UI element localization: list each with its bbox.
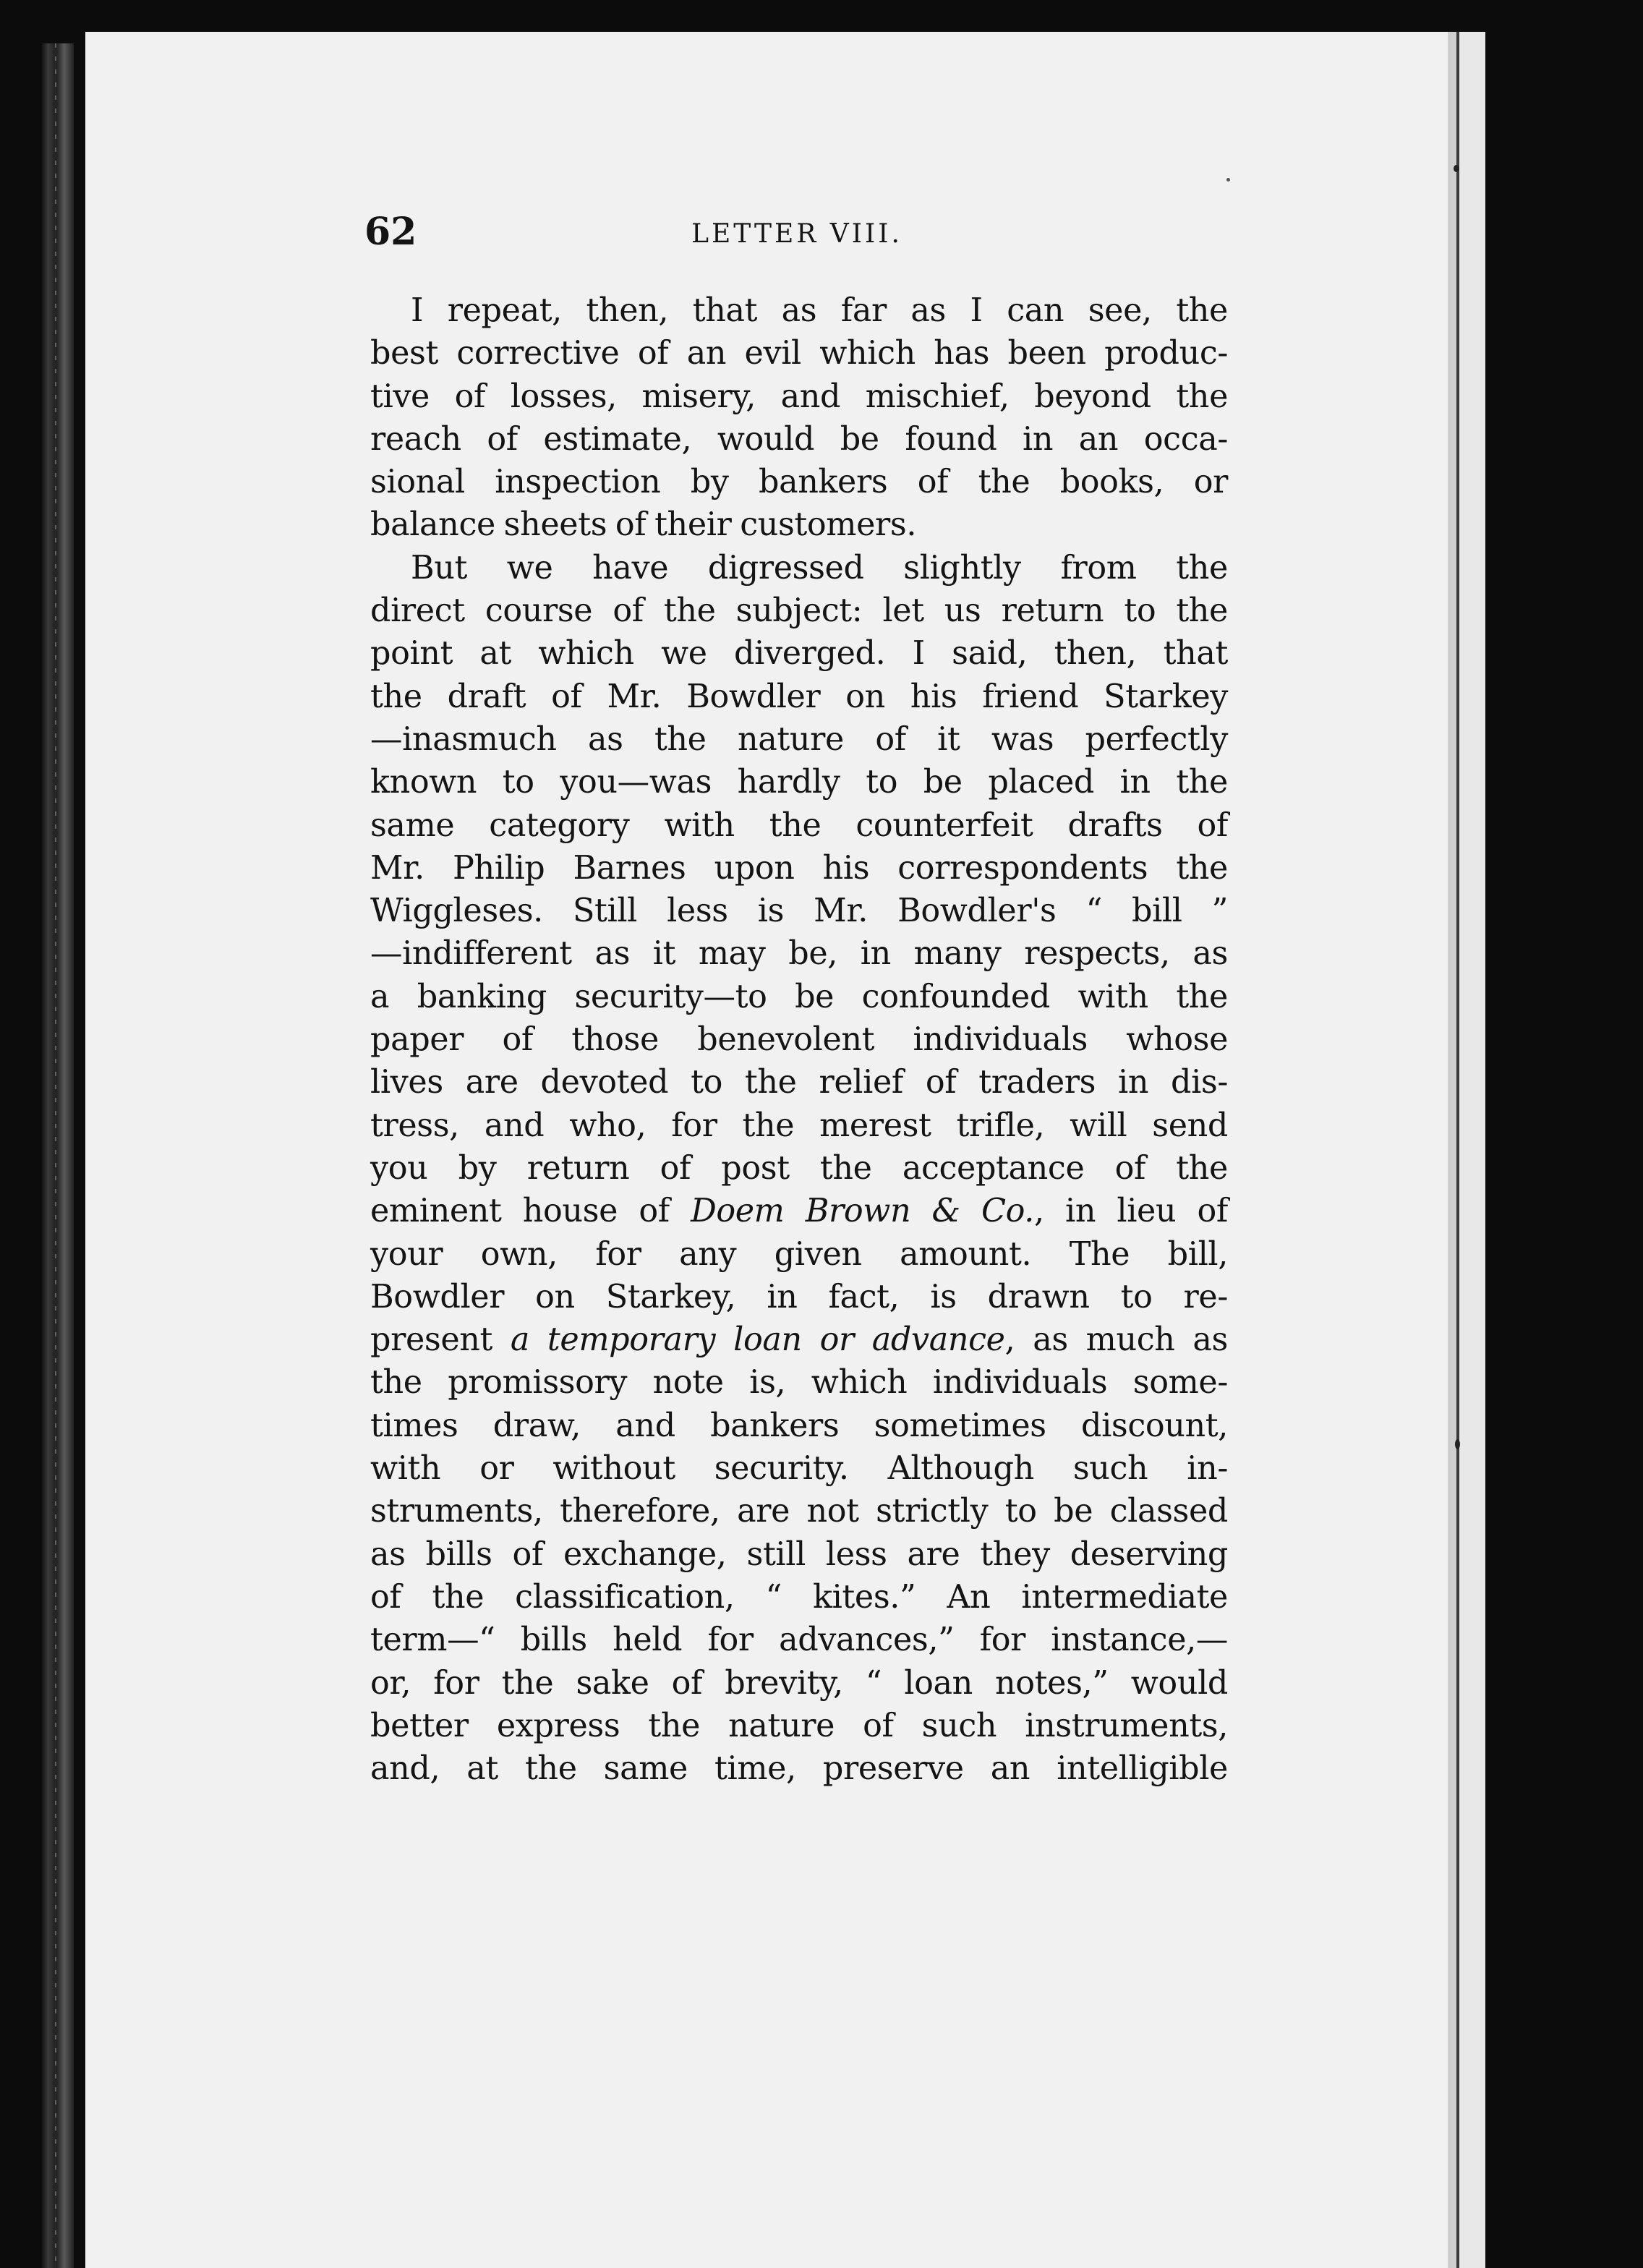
text-line: [370, 1104, 1228, 1147]
text-line: [370, 632, 1228, 675]
text-line: [370, 1533, 1228, 1576]
text-line: [370, 1490, 1228, 1532]
text-run: you by return of post the acceptance of the: [370, 1149, 1228, 1187]
body-text: [370, 289, 1228, 1790]
text-run: and, at the same time, preserve an intelligible: [370, 1750, 1228, 1788]
text-line: [370, 1747, 1228, 1790]
text-line: [370, 1190, 1228, 1232]
running-head: LETTER VIII.: [691, 219, 902, 249]
text-line: [370, 589, 1228, 632]
text-run: your own, for any given amount. The bill,: [370, 1235, 1228, 1273]
italic-text: Doem Brown & Co.: [691, 1193, 1035, 1230]
text-line: [370, 1361, 1228, 1404]
text-run: as bills of exchange, still less are they deserving: [370, 1535, 1228, 1573]
text-run: times draw, and bankers sometimes discount,: [370, 1407, 1228, 1444]
paper-speck: [1454, 165, 1459, 172]
text-run: term—“ bills held for advances,” for instance,—: [370, 1621, 1228, 1659]
text-run: direct course of the subject: let us return to the: [370, 592, 1228, 630]
text-run: , in lieu of: [1034, 1193, 1228, 1230]
text-run: eminent house of: [370, 1193, 691, 1230]
text-run: lives are devoted to the relief of traders in dis-: [370, 1064, 1228, 1101]
text-run: same category with the counterfeit drafts of: [370, 806, 1228, 844]
text-run: of the classification, “ kites.” An intermediate: [370, 1578, 1228, 1616]
text-run: struments, therefore, are not strictly to be classed: [370, 1493, 1228, 1530]
text-line: [370, 976, 1228, 1018]
text-run: —inasmuch as the nature of it was perfectly: [370, 720, 1228, 758]
text-run: But we have digressed slightly from the: [411, 549, 1228, 587]
text-run: better express the nature of such instruments,: [370, 1707, 1228, 1744]
page-gutter: [1448, 32, 1456, 2268]
text-run: best corrective of an evil which has been produc-: [370, 335, 1228, 372]
text-run: present: [370, 1321, 511, 1359]
text-line: [370, 1662, 1228, 1705]
text-line: [370, 1619, 1228, 1661]
text-run: Mr. Philip Barnes upon his correspondents the: [370, 849, 1228, 887]
page-number: 62: [364, 210, 417, 254]
text-line: [370, 1318, 1228, 1361]
text-run: known to you—was hardly to be placed in the: [370, 764, 1228, 801]
text-line: [370, 332, 1228, 375]
text-line: [370, 547, 1228, 589]
text-line: [370, 890, 1228, 932]
text-run: a banking security—to be confounded with the: [370, 978, 1228, 1015]
text-run: —indifferent as it may be, in many respects, as: [370, 935, 1228, 973]
text-run: the draft of Mr. Bowdler on his friend Starkey: [370, 678, 1228, 715]
paper-speck: [1455, 1439, 1460, 1449]
text-line: [370, 761, 1228, 803]
text-line: [370, 675, 1228, 718]
text-run: point at which we diverged. I said, then, that: [370, 635, 1228, 673]
text-run: balance sheets of their customers.: [370, 506, 917, 544]
text-line: [370, 804, 1228, 847]
text-line: [370, 503, 1228, 546]
text-run: Wiggleses. Still less is Mr. Bowdler's “ bill ”: [370, 892, 1228, 930]
page-header: [364, 207, 1229, 257]
text-run: reach of estimate, would be found in an occa-: [370, 420, 1228, 458]
text-run: , as much as: [1004, 1321, 1228, 1359]
text-line: [370, 1705, 1228, 1747]
text-run: paper of those benevolent individuals whose: [370, 1021, 1228, 1059]
text-run: sional inspection by bankers of the books, or: [370, 464, 1228, 501]
text-line: [370, 1276, 1228, 1318]
text-run: the promissory note is, which individuals some-: [370, 1364, 1228, 1402]
text-line: [370, 718, 1228, 761]
text-run: or, for the sake of brevity, “ loan notes,” would: [370, 1664, 1228, 1702]
italic-text: a temporary loan or advance: [510, 1321, 1005, 1359]
text-line: [370, 1061, 1228, 1104]
text-run: with or without security. Although such in-: [370, 1450, 1228, 1488]
text-line: [370, 1404, 1228, 1447]
paper-speck: [1226, 178, 1230, 182]
adjacent-page-edge: [1456, 32, 1485, 2268]
text-line: [370, 1447, 1228, 1490]
text-line: [370, 1018, 1228, 1061]
book-binding-edge: [42, 43, 74, 2268]
text-line: [370, 461, 1228, 503]
text-run: tress, and who, for the merest trifle, will send: [370, 1107, 1228, 1144]
text-line: [370, 1147, 1228, 1190]
text-line: [370, 289, 1228, 332]
text-line: [370, 932, 1228, 975]
text-line: [370, 1576, 1228, 1619]
text-line: [370, 1233, 1228, 1276]
text-run: Bowdler on Starkey, in fact, is drawn to re-: [370, 1278, 1228, 1316]
text-run: tive of losses, misery, and mischief, beyond the: [370, 378, 1228, 415]
text-line: [370, 375, 1228, 418]
text-run: I repeat, then, that as far as I can see, the: [411, 292, 1228, 329]
text-line: [370, 847, 1228, 890]
text-line: [370, 418, 1228, 461]
